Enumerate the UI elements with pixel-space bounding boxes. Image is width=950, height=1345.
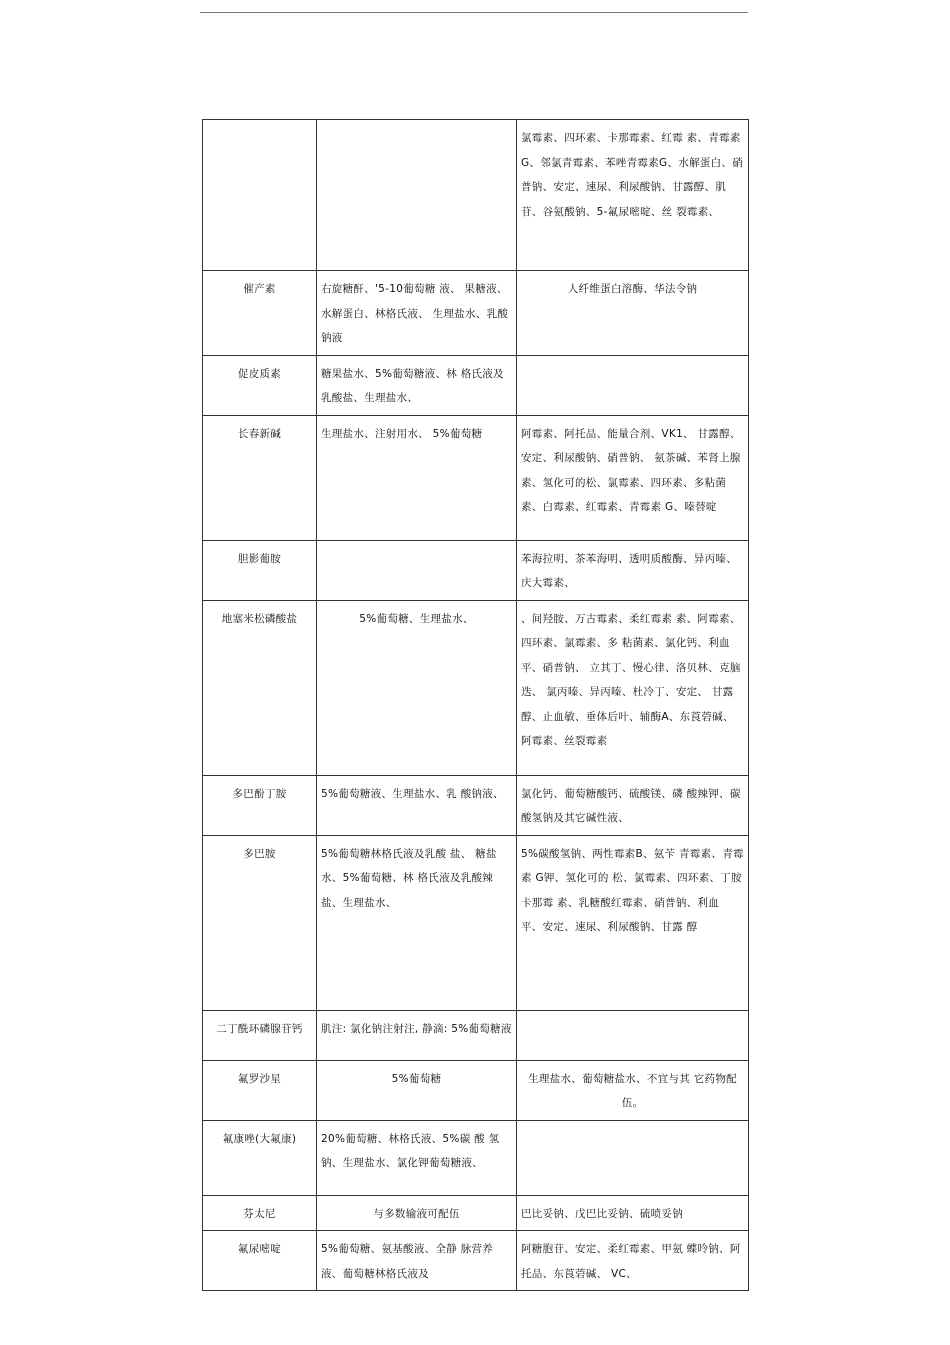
drug-name-cell: 二丁酰环磷腺苷钙 [203,1010,317,1060]
drug-name-cell: 催产素 [203,271,317,356]
incompatible-cell: 人纤维蛋白溶酶、华法令钠 [517,271,749,356]
header-rule [200,12,748,13]
solvent-cell [317,120,517,271]
drug-name-cell: 地塞米松磷酸盐 [203,600,317,775]
solvent-cell: 5%葡萄糖、生理盐水、 [317,600,517,775]
table-row [203,1120,749,1195]
incompatible-cell: 氯霉素、四环素、卡那霉素、红霉 素、青霉素G、邻氯青霉素、苯唑青霉素G、水解蛋白、硝普钠、安定、速尿、利尿酸钠、甘露醇、肌 苷、谷氨酸钠、5-氟尿嘧啶、丝 裂霉素、 [517,120,749,271]
incompatible-cell: 5%碳酸氢钠、两性霉素B、氨苄 青霉素、青霉素 G钾、氢化可的 松、氯霉素、四环素、丁胺卡那霉 素、乳糖酸红霉素、硝普钠、利血 平、安定、速尿、利尿酸钠、甘露 醇 [517,835,749,1010]
table-row [203,600,749,775]
table-row [203,540,749,600]
incompatible-cell: 阿糖胞苷、安定、柔红霉素、甲氨 蝶呤钠、阿托品、东莨菪碱、 VC、 [517,1231,749,1291]
drug-name-cell: 氟尿嘧啶 [203,1231,317,1291]
drug-name-cell: 多巴酚丁胺 [203,775,317,835]
solvent-cell: 糖果盐水、5%葡萄糖液、林 格氏液及乳酸盐、生理盐水、 [317,355,517,415]
solvent-cell [317,540,517,600]
incompatible-cell: 氯化钙、葡萄糖酸钙、硫酸镁、磷 酸辣钾、碳酸氢钠及其它碱性液、 [517,775,749,835]
drug-compatibility-table [202,119,749,1291]
table-row [203,271,749,356]
incompatible-cell [517,1010,749,1060]
solvent-cell: 与多数输液可配伍 [317,1195,517,1231]
drug-name-cell: 氟康唑(大氟康) [203,1120,317,1195]
drug-name-cell: 促皮质素 [203,355,317,415]
incompatible-cell: 阿霉素、阿托品、能量合剂、VK1、 甘露醇、安定、利尿酸钠、硝普钠、 氨茶碱、苯肾上腺素、氢化可的松、氯霉素、四环素、多粘菌素、白霉素、红霉素、青霉素 G、嗪替啶 [517,415,749,540]
solvent-cell: 生理盐水、注射用水、 5%葡萄糖 [317,415,517,540]
solvent-cell: 5%葡萄糖林格氏液及乳酸 盐、 糖盐水、5%葡萄糖、林 格氏液及乳酸辣盐、生理盐水、 [317,835,517,1010]
table-row [203,835,749,1010]
table-row [203,1010,749,1060]
solvent-cell: 右旋糖酐、'5-10葡萄糖 液、 果糖液、水解蛋白、林格氏液、 生理盐水、乳酸钠液 [317,271,517,356]
solvent-cell: 5%葡萄糖、氨基酸液、全静 脉营养液、葡萄糖林格氏液及 [317,1231,517,1291]
incompatible-cell [517,355,749,415]
solvent-cell: 20%葡萄糖、林格氏液、5%碳 酸 氢钠、生理盐水、氯化钾葡萄糖液、 [317,1120,517,1195]
solvent-cell: 5%葡萄糖液、生理盐水、乳 酸钠液、 [317,775,517,835]
drug-name-cell: 芬太尼 [203,1195,317,1231]
incompatible-cell: 生理盐水、葡萄糖盐水、不宜与其 它药物配伍。 [517,1060,749,1120]
incompatible-cell [517,1120,749,1195]
drug-name-cell: 多巴胺 [203,835,317,1010]
table-row [203,415,749,540]
incompatible-cell: 巴比妥钠、戊巴比妥钠、硫喷妥钠 [517,1195,749,1231]
table-row [203,1060,749,1120]
drug-name-cell: 长春新碱 [203,415,317,540]
drug-name-cell: 氟罗沙星 [203,1060,317,1120]
table-row [203,775,749,835]
drug-name-cell [203,120,317,271]
table-row [203,1195,749,1231]
table-row [203,120,749,271]
table-row [203,1231,749,1291]
solvent-cell: 肌注: 氯化钠注射注, 静滴: 5%葡萄糖液 [317,1010,517,1060]
incompatible-cell: 、间羟胺、万古霉素、柔红霉素 素、阿霉素、四环素、氯霉素、多 粘菌素、氯化钙、利血平、硝普钠、 立其丁、慢心律、洛贝林、克脑迭、 氯丙嗪、异丙嗪、杜冷丁、安定、 甘露醇、止血敏、垂体后叶、辅酶A、东莨菪碱、阿霉素、丝裂霉素 [517,600,749,775]
drug-name-cell: 胆影葡胺 [203,540,317,600]
solvent-cell: 5%葡萄糖 [317,1060,517,1120]
table-row [203,355,749,415]
incompatible-cell: 苯海拉明、茶苯海明、透明质酸酶、异丙嗪、庆大霉素、 [517,540,749,600]
